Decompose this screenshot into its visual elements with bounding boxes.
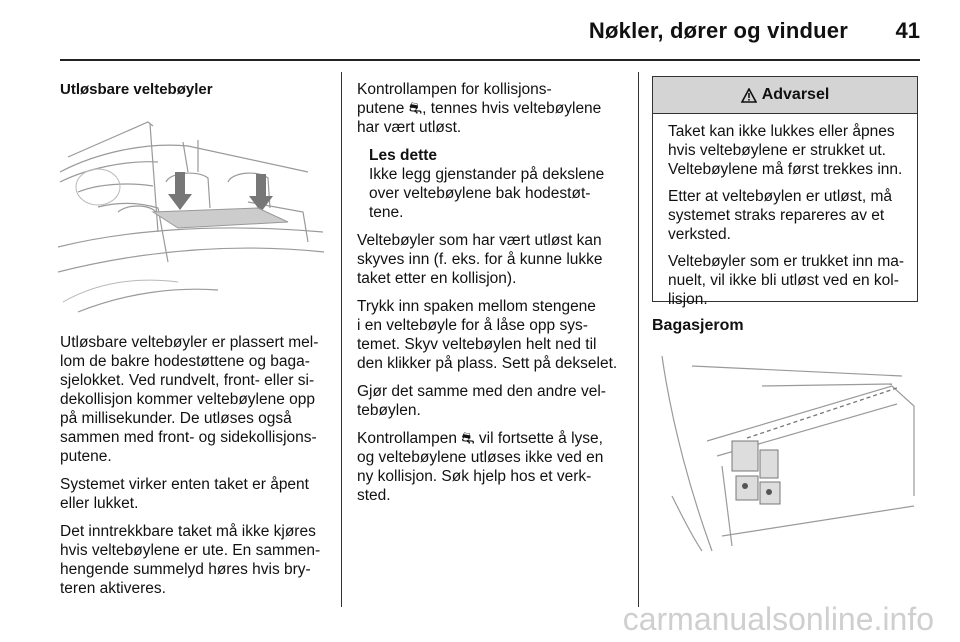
column-divider-2	[638, 72, 639, 607]
watermark: carmanualsonline.info	[622, 601, 934, 637]
luggage-compartment-illustration	[652, 346, 920, 556]
column-3	[652, 316, 918, 344]
paragraph-retract: Veltebøyler som har vært utløst kan skyves inn (f. eks. for å kunne lukke taket etter en kollisjon).	[357, 232, 603, 287]
warning-paragraph: Veltebøyler som er trukket inn ma- nuelt, vil ikke bli utløst ved en kol- lisjon.	[668, 253, 905, 308]
paragraph-description: Utløsbare veltebøyler er plassert mel- lom de bakre hodestøttene og baga- sjelokket. Ved rundvelt, front- eller si- dekollisjon kommer veltebøylene opp på millisekunder. De utløses også sammen med front- og sidekollisjons- putene.	[60, 334, 319, 465]
paragraph-indicator-lamp: Kontrollampen for kollisjons- putene ⛐, tennes hvis veltebøylene har vært utløst.	[357, 81, 602, 136]
warning-box	[652, 76, 918, 308]
column-1	[60, 80, 332, 108]
page-title: Nøkler, dører og vinduer	[588, 18, 848, 43]
warning-header	[653, 77, 917, 114]
section-heading-rollover-bars: Utløsbare veltebøyler	[60, 81, 213, 98]
paragraph-roof-state: Systemet virker enten taket er åpent eller lukket.	[60, 476, 309, 512]
page-number: 41	[895, 18, 920, 43]
paragraph-press-lever: Trykk inn spaken mellom stengene i en veltebøyle for å låse opp sys- temet. Skyv veltebøylen helt ned til den klikker på plass. Sett på dekselet.	[357, 298, 618, 372]
note-text: Ikke legg gjenstander på dekslene over veltebøylene bak hodestøt- tene.	[369, 166, 605, 221]
rollover-bars-illustration	[58, 112, 326, 317]
section-heading-luggage: Bagasjerom	[652, 317, 744, 334]
warning-title: Advarsel	[761, 86, 830, 103]
paragraph-repeat: Gjør det samme med den andre vel- tebøylen.	[357, 383, 606, 419]
header-divider	[60, 59, 920, 61]
warning-paragraph: Taket kan ikke lukkes eller åpnes hvis veltebøylene er strukket ut. Veltebøylene må først trekkes inn.	[668, 123, 903, 178]
column-2	[357, 80, 635, 514]
paragraph-lamp-stays-lit: Kontrollampen ⛐ vil fortsette å lyse, og veltebøylene utløses ikke ved en ny kollisjon. Søk hjelp hos et verk- sted.	[357, 430, 604, 504]
column-1-body	[60, 333, 332, 607]
column-divider-1	[341, 72, 342, 607]
warning-body	[653, 114, 917, 309]
warning-paragraph: Etter at veltebøylen er utløst, må systemet straks repareres av et verksted.	[668, 188, 892, 243]
warning-triangle-icon	[741, 88, 757, 103]
paragraph-roof-warning: Det inntrekkbare taket må ikke kjøres hvis veltebøylene er ute. En sammen- hengende summelyd høres hvis bry- teren aktiveres.	[60, 523, 321, 597]
note-box	[369, 146, 635, 222]
note-title: Les dette	[369, 147, 438, 164]
